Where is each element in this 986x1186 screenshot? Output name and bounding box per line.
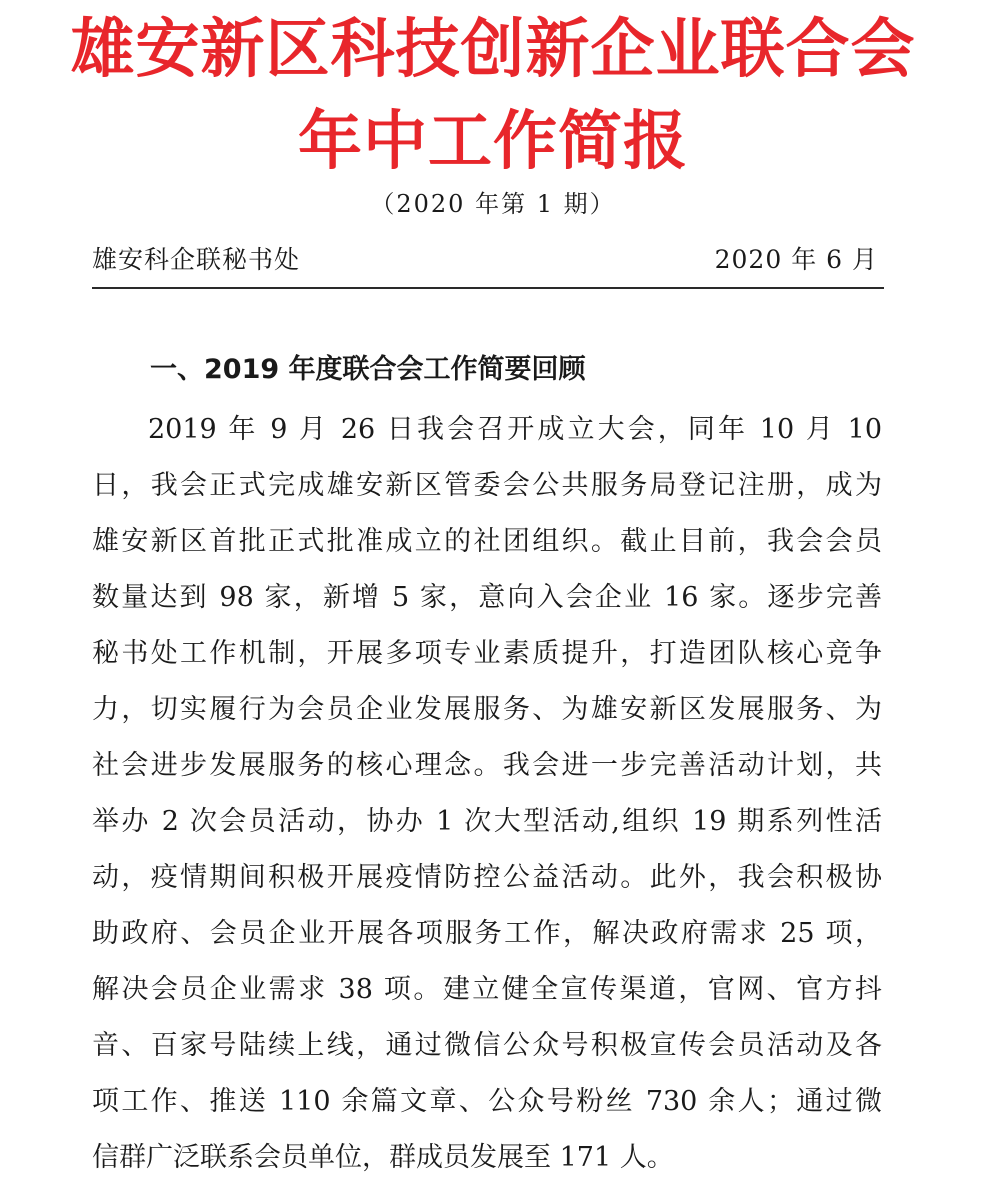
body-line: 信群广泛联系会员单位，群成员发展至 171 人。: [92, 1142, 674, 1173]
header-divider: [92, 287, 884, 289]
issuer-name: 雄安科企联秘书处: [92, 245, 301, 274]
body-line: 数量达到 98 家，新增 5 家，意向入会企业 16 家。逐步完善: [92, 582, 882, 613]
body-line: 举办 2 次会员活动，协办 1 次大型活动,组织 19 期系列性活: [92, 806, 882, 837]
bulletin-title-line1: 雄安新区科技创新企业联合会: [70, 13, 916, 87]
issuer-date-row: [92, 240, 878, 280]
body-line: 项工作、推送 110 余篇文章、公众号粉丝 730 余人；通过微: [92, 1086, 882, 1117]
body-line: 助政府、会员企业开展各项服务工作，解决政府需求 25 项，: [92, 918, 882, 949]
issue-number: （2020 年第 1 期）: [370, 190, 616, 218]
body-line: 秘书处工作机制，开展多项专业素质提升，打造团队核心竞争: [92, 638, 882, 669]
body-line: 日，我会正式完成雄安新区管委会公共服务局登记注册，成为: [92, 470, 882, 501]
body-line: 社会进步发展服务的核心理念。我会进一步完善活动计划，共: [92, 750, 882, 781]
body-line: 2019 年 9 月 26 日我会召开成立大会，同年 10 月 10: [148, 414, 882, 445]
section-body: [92, 402, 882, 1186]
body-line: 解决会员企业需求 38 项。建立健全宣传渠道，官网、官方抖: [92, 974, 882, 1005]
section-heading: 一、2019 年度联合会工作简要回顾: [150, 354, 586, 385]
bulletin-title-line2: 年中工作简报: [298, 105, 688, 179]
body-line: 雄安新区首批正式批准成立的社团组织。截止目前，我会会员: [92, 526, 882, 557]
body-line: 力，切实履行为会员企业发展服务、为雄安新区发展服务、为: [92, 694, 882, 725]
body-line: 音、百家号陆续上线，通过微信公众号积极宣传会员活动及各: [92, 1030, 882, 1061]
body-line: 动，疫情期间积极开展疫情防控公益活动。此外，我会积极协: [92, 862, 882, 893]
issue-date: 2020 年 6 月: [714, 245, 878, 274]
